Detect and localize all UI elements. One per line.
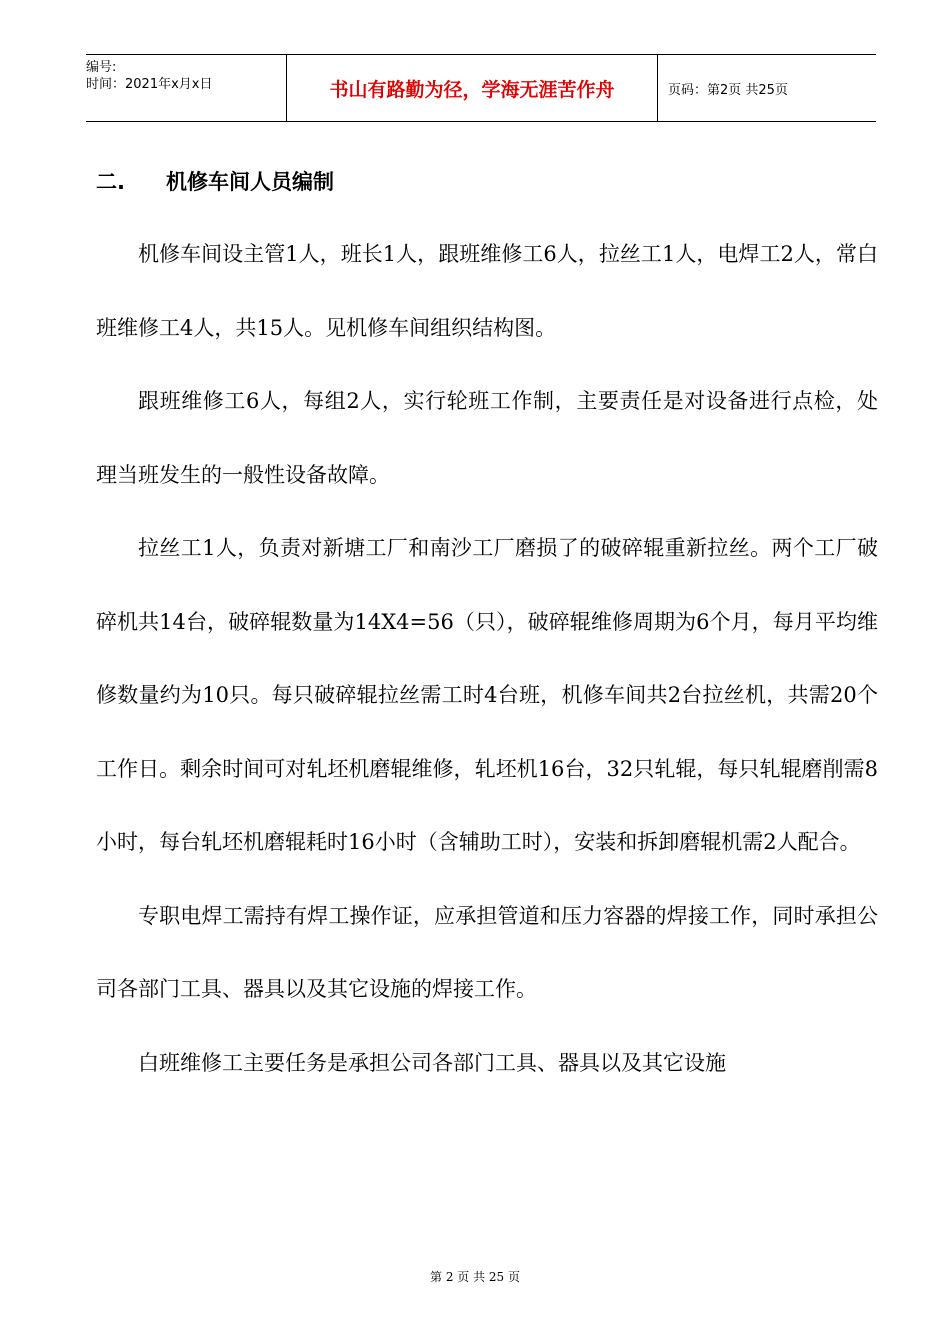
page-header — [86, 54, 876, 122]
page-footer: 第 2 页 共 25 页 — [430, 1270, 520, 1284]
document-number-label: 编号: — [86, 60, 117, 75]
section-number: 二. — [96, 170, 125, 194]
header-page-info: 页码：第2页 共25页 — [668, 82, 788, 98]
paragraph: 专职电焊工需持有焊工操作证，应承担管道和压力容器的焊接工作，同时承担公司各部门工具、器具以及其它设施的焊接工作。 — [96, 903, 878, 1001]
paragraph: 拉丝工1人，负责对新塘工厂和南沙工厂磨损了的破碎辊重新拉丝。两个工厂破碎机共14台，破碎辊数量为14X4=56（只），破碎辊维修周期为6个月，每月平均维修数量约为10只。每只破碎辊拉丝需工时4台班，机修车间共2台拉丝机，共需20个工作日。剩余时间可对轧坯机磨辊维修，轧坯机16台，32只轧辊，每只轧辊磨削需8小时，每台轧坯机磨辊耗时16小时（含辅助工时），安装和拆卸磨辊机需2人配合。 — [96, 536, 878, 854]
section-title: 机修车间人员编制 — [166, 170, 334, 194]
paragraph: 跟班维修工6人，每组2人，实行轮班工作制，主要责任是对设备进行点检，处理当班发生的一般性设备故障。 — [96, 389, 878, 487]
header-motto: 书山有路勤为径，学海无涯苦作舟 — [286, 55, 658, 121]
header-meta — [86, 55, 286, 121]
body-content — [96, 218, 878, 1100]
document-time: 时间：2021年x月x日 — [86, 77, 213, 92]
section-heading — [96, 166, 334, 196]
paragraph: 机修车间设主管1人，班长1人，跟班维修工6人，拉丝工1人，电焊工2人，常白班维修工4人，共15人。见机修车间组织结构图。 — [96, 242, 878, 340]
paragraph: 白班维修工主要任务是承担公司各部门工具、器具以及其它设施 — [138, 1050, 726, 1075]
